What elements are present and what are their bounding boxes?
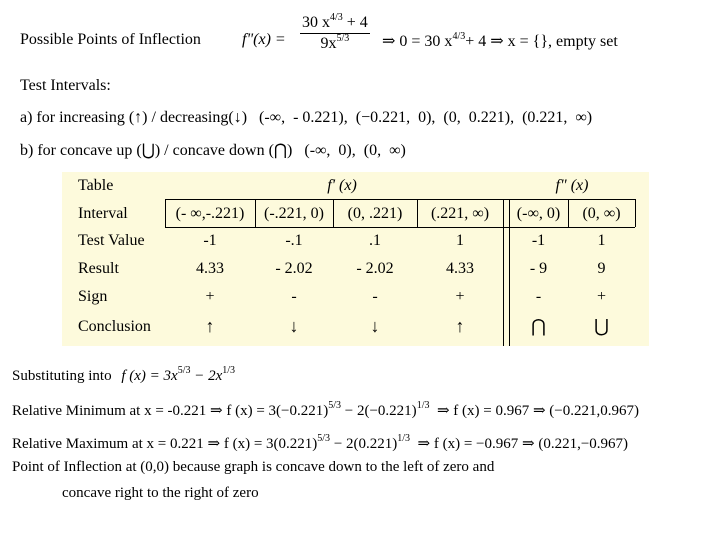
- interval-cell: (-.221, 0): [264, 205, 324, 222]
- row-label-sign: Sign: [78, 288, 108, 305]
- row-label-interval: Interval: [78, 205, 128, 222]
- increasing-arrow-icon: ↑: [455, 316, 465, 336]
- sign-cell: -: [535, 288, 542, 305]
- max-mid: − 2(0.221): [330, 436, 398, 452]
- line-b-values: ) (-∞, 0), (0, ∞): [287, 142, 406, 159]
- interval-cell: (.221, ∞): [430, 205, 490, 222]
- cup-icon: ⋃: [141, 142, 155, 159]
- result-cell: - 2.02: [356, 260, 394, 277]
- decreasing-arrow-icon: ↓: [289, 316, 299, 336]
- interval-cell: (- ∞,-.221): [175, 205, 245, 222]
- result-cell: 4.33: [196, 260, 224, 277]
- cap-icon: ⋂: [273, 142, 288, 159]
- sign-cell: -: [372, 288, 378, 305]
- denominator-exponent: 5/3: [336, 33, 350, 44]
- result-cell: 9: [597, 260, 606, 277]
- inflection-point-line: Point of Inflection at (0,0) because graph is concave down to the left of zero and: [12, 459, 495, 475]
- substitution-line: [12, 365, 236, 385]
- subst-exp1: 5/3: [177, 365, 191, 376]
- first-derivative-group: f' (x): [327, 177, 357, 194]
- test-value-cell: -1: [531, 232, 546, 249]
- max-end: ⇒ f (x) = −0.967 ⇒ (0.221,−0.967): [410, 436, 629, 452]
- increasing-decreasing-line: [20, 109, 592, 127]
- subst-label: Substituting into: [12, 368, 112, 384]
- min-end: ⇒ f (x) = 0.967 ⇒ (−0.221,0.967): [429, 403, 639, 419]
- line-a-mid: ) / decreasing(: [142, 109, 234, 126]
- subst-mid: − 2x: [190, 368, 223, 384]
- fraction-denominator: 9x: [320, 35, 337, 52]
- line-b-mid: ) / concave down (: [154, 142, 274, 159]
- relative-minimum-line: [12, 401, 639, 420]
- down-arrow-icon: ↓: [233, 109, 242, 126]
- solve-equation: [382, 31, 618, 51]
- min-exp1: 5/3: [328, 400, 342, 411]
- section-title: Possible Points of Inflection: [20, 31, 201, 48]
- test-value-cell: 1: [597, 232, 606, 249]
- implies-equation: ⇒ 0 = 30 x: [382, 33, 453, 50]
- test-value-cell: -1: [203, 232, 217, 249]
- max-line: Relative Maximum at x = 0.221 ⇒ f (x) = 3(0.221): [12, 436, 318, 452]
- subst-exp2: 1/3: [222, 365, 236, 376]
- interval-cell: (0, .221): [347, 205, 403, 222]
- increasing-arrow-icon: ↑: [205, 316, 215, 336]
- line-a-values: ) (-∞, - 0.221), (−0.221, 0), (0, 0.221), (0.221, ∞): [241, 109, 593, 126]
- fraction-numerator: 30 x: [302, 14, 330, 31]
- test-intervals-heading: Test Intervals:: [20, 77, 111, 94]
- line-b-label: b) for concave up (: [20, 142, 142, 159]
- table-title: Table: [78, 177, 114, 194]
- second-derivative-fraction: [300, 14, 370, 53]
- max-exp1: 5/3: [317, 433, 331, 444]
- row-label-conclusion: Conclusion: [78, 318, 151, 335]
- min-mid: − 2(−0.221): [341, 403, 417, 419]
- row-label-result: Result: [78, 260, 119, 277]
- result-cell: - 9: [529, 260, 548, 277]
- subst-formula: f (x) = 3x: [121, 368, 178, 384]
- sign-chart-table: [62, 172, 649, 346]
- line-a-label: a) for increasing (: [20, 109, 135, 126]
- result-cell: 4.33: [446, 260, 474, 277]
- sign-cell: +: [455, 288, 465, 305]
- numerator-plus: + 4: [346, 14, 368, 31]
- test-value-cell: -.1: [285, 232, 303, 249]
- sign-cell: +: [596, 288, 607, 305]
- concave-down-icon: ⋂: [531, 316, 546, 336]
- concave-up-icon: ⋃: [594, 316, 609, 336]
- test-value-cell: 1: [456, 232, 464, 249]
- min-line: Relative Minimum at x = -0.221 ⇒ f (x) = 3(−0.221): [12, 403, 329, 419]
- numerator-exponent: 4/3: [330, 12, 343, 23]
- concavity-line: [20, 140, 406, 160]
- relative-maximum-line: [12, 434, 628, 453]
- sign-cell: -: [291, 288, 297, 305]
- sign-cell: +: [205, 288, 215, 305]
- max-exp2: 1/3: [397, 433, 411, 444]
- inflection-point-continued: concave right to the right of zero: [62, 485, 259, 501]
- min-exp2: 1/3: [416, 400, 430, 411]
- up-arrow-icon: ↑: [134, 109, 143, 126]
- interval-cell: (-∞, 0): [516, 205, 561, 222]
- equation-exponent: 4/3: [452, 31, 466, 42]
- second-derivative-label: f"(x) =: [242, 31, 286, 48]
- equation-result: + 4 ⇒ x = {}, empty set: [465, 33, 618, 50]
- decreasing-arrow-icon: ↓: [370, 316, 380, 336]
- test-value-cell: .1: [369, 232, 381, 249]
- interval-cell: (0, ∞): [582, 205, 621, 222]
- row-label-test-value: Test Value: [78, 232, 145, 249]
- result-cell: - 2.02: [275, 260, 313, 277]
- second-derivative-group: f" (x): [555, 177, 589, 194]
